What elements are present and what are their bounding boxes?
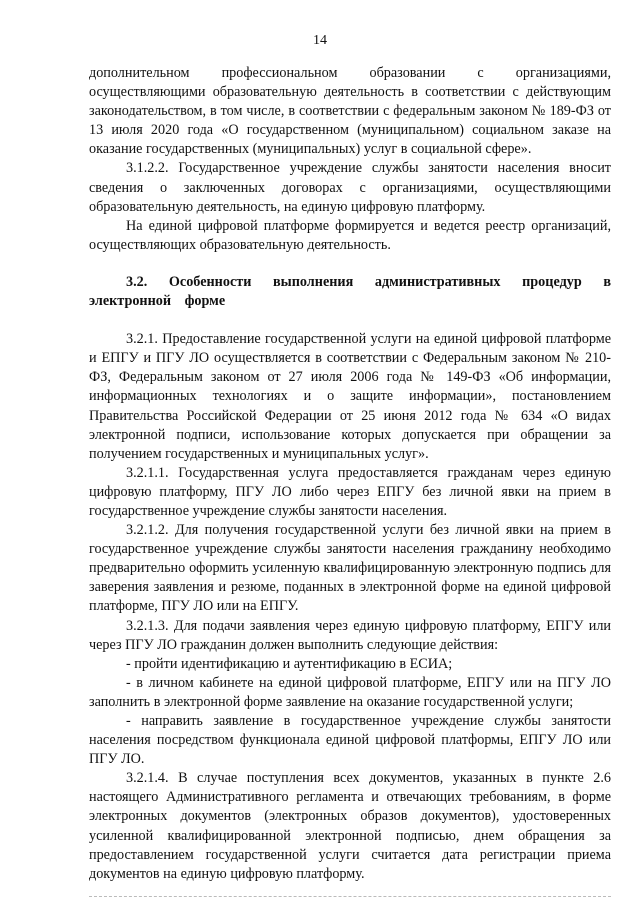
paragraph-3-1-2-2: 3.1.2.2. Государственное учреждение службы занятости населения вносит сведения о заключенных договорах с организациями, осуществляющими образовательную деятельность, на единую цифровую платформу. bbox=[89, 160, 611, 215]
page-number: 14 bbox=[313, 33, 327, 48]
bottom-scan-edge bbox=[89, 896, 611, 897]
paragraph-registry: На единой цифровой платформе формируется и ведется реестр организаций, осуществляющих образовательную деятельность. bbox=[89, 217, 611, 253]
list-item-identification: - пройти идентификацию и аутентификацию в ЕСИА; bbox=[126, 655, 453, 672]
paragraph-3-2-1-1: 3.2.1.1. Государственная услуга предоставляется гражданам через единую цифровую платформу, ПГУ ЛО либо через ЕПГУ без личной явки на прием в государственное учреждение службы занятости населения. bbox=[89, 464, 611, 519]
paragraph-3-2-1-3: 3.2.1.3. Для подачи заявления через единую цифровую платформу, ЕПГУ или через ПГУ ЛО гражданин должен выполнить следующие действия: bbox=[89, 617, 611, 653]
paragraph-3-2-1-4: 3.2.1.4. В случае поступления всех документов, указанных в пункте 2.6 настоящего Административного регламента и отвечающих требованиям, в форме электронных документов (электронных образов документов), удостоверенных усиленной квалифицированной электронной подписью, днем обращения за предоставлением государственной услуги считается дата регистрации приема документов на единую цифровую платформу. bbox=[89, 770, 611, 882]
paragraph-3-2-1: 3.2.1. Предоставление государственной услуги на единой цифровой платформе и ЕПГУ и ПГУ ЛО осуществляется в соответствии с Федеральным законом № 210-ФЗ, Федеральным законом от 27 июля 2006 года № 149-ФЗ «Об информации, информационных технологиях и о защите информации», постановлением Правительства Российской Федерации от 25 июня 2012 года № 634 «О видах электронной подписи, использование которых допускается при обращении за получением государственных и муниципальных услуг». bbox=[89, 331, 611, 462]
list-item-send-application: - направить заявление в государственное учреждение службы занятости населения посредством функционала единой цифровой платформы, ЕПГУ ЛО или ПГУ ЛО. bbox=[89, 713, 611, 768]
list-item-fill-application: - в личном кабинете на единой цифровой платформе, ЕПГУ или на ПГУ ЛО заполнить в электронной форме заявление на оказание государственной услуги; bbox=[89, 674, 611, 710]
document-body bbox=[89, 64, 611, 884]
section-heading-3-2: 3.2. Особенности выполнения административных процедур в электронной форме bbox=[89, 273, 611, 310]
paragraph-3-2-1-2: 3.2.1.2. Для получения государственной услуги без личной явки на прием в государственное учреждение службы занятости населения гражданину необходимо предварительно оформить усиленную квалифицированную электронную подпись для заверения заявления и резюме, поданных в электронной форме на единой цифровой платформе, ПГУ ЛО или на ЕПГУ. bbox=[89, 522, 611, 615]
paragraph-continuation: дополнительном профессиональном образовании с организациями, осуществляющими образовательную деятельность в соответствии с действующим законодательством, в том числе, в соответствии с федеральным законом № 189-ФЗ от 13 июля 2020 года «О государственном (муниципальном) социальном заказе на оказание государственных (муниципальных) услуг в социальной сфере». bbox=[89, 65, 611, 158]
